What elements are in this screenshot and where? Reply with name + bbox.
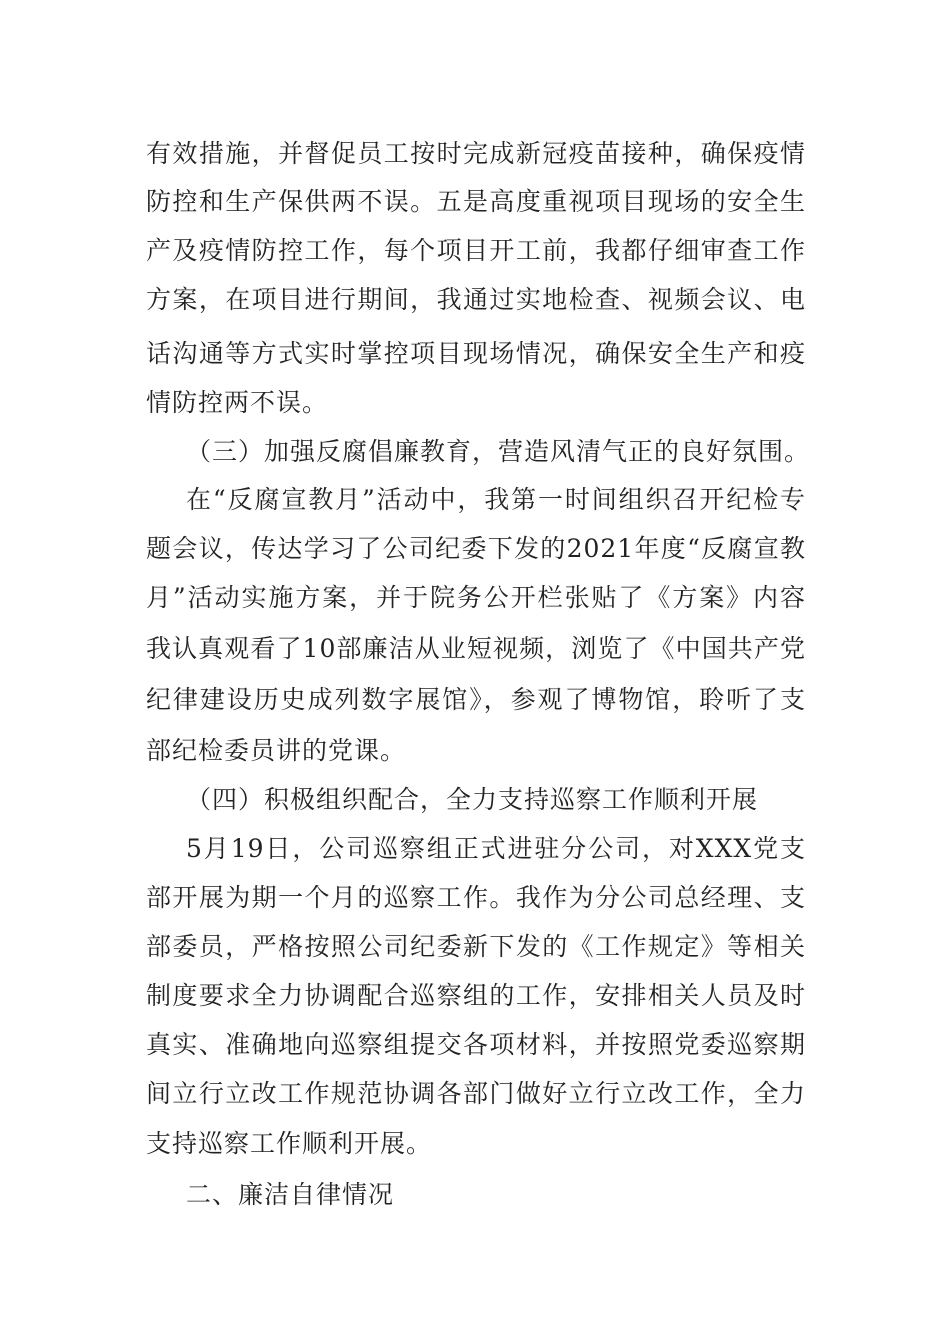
- body-line: 5月19日，公司巡察组正式进驻分公司，对XXX党支: [186, 834, 806, 863]
- section-heading: （四）积极组织配合，全力支持巡察工作顺利开展: [186, 785, 759, 814]
- body-line: 我认真观看了10部廉洁从业短视频，浏览了《中国共产党: [146, 634, 806, 663]
- body-line: 部开展为期一个月的巡察工作。我作为分公司总经理、支: [146, 883, 806, 912]
- section-heading: 二、廉洁自律情况: [186, 1180, 395, 1209]
- body-line: 支持巡察工作顺利开展。: [146, 1129, 433, 1158]
- body-line: 真实、准确地向巡察组提交各项材料，并按照党委巡察期: [146, 1030, 806, 1059]
- body-line: 制度要求全力协调配合巡察组的工作，安排相关人员及时: [146, 981, 806, 1010]
- body-line: 在“反腐宣教月”活动中，我第一时间组织召开纪检专: [186, 485, 806, 514]
- body-line: 纪律建设历史成列数字展馆》，参观了博物馆，聆听了支: [146, 685, 806, 714]
- body-line: 话沟通等方式实时掌控项目现场情况，确保安全生产和疫: [146, 339, 806, 368]
- body-line: 间立行立改工作规范协调各部门做好立行立改工作，全力: [146, 1079, 806, 1108]
- body-line: 部委员，严格按照公司纪委新下发的《工作规定》等相关: [146, 932, 806, 961]
- body-line: 部纪检委员讲的党课。: [146, 736, 407, 765]
- body-line: 月”活动实施方案，并于院务公开栏张贴了《方案》内容: [146, 583, 806, 612]
- body-line: 题会议，传达学习了公司纪委下发的2021年度“反腐宣教: [146, 534, 806, 563]
- body-line: 有效措施，并督促员工按时完成新冠疫苗接种，确保疫情: [146, 139, 806, 168]
- body-line: 产及疫情防控工作，每个项目开工前，我都仔细审查工作: [146, 236, 806, 265]
- body-line: 方案，在项目进行期间，我通过实地检查、视频会议、电: [146, 285, 806, 314]
- section-heading: （三）加强反腐倡廉教育，营造风清气正的良好氛围。: [186, 437, 811, 466]
- body-line: 情防控两不误。: [146, 388, 329, 417]
- body-line: 防控和生产保供两不误。五是高度重视项目现场的安全生: [146, 187, 806, 216]
